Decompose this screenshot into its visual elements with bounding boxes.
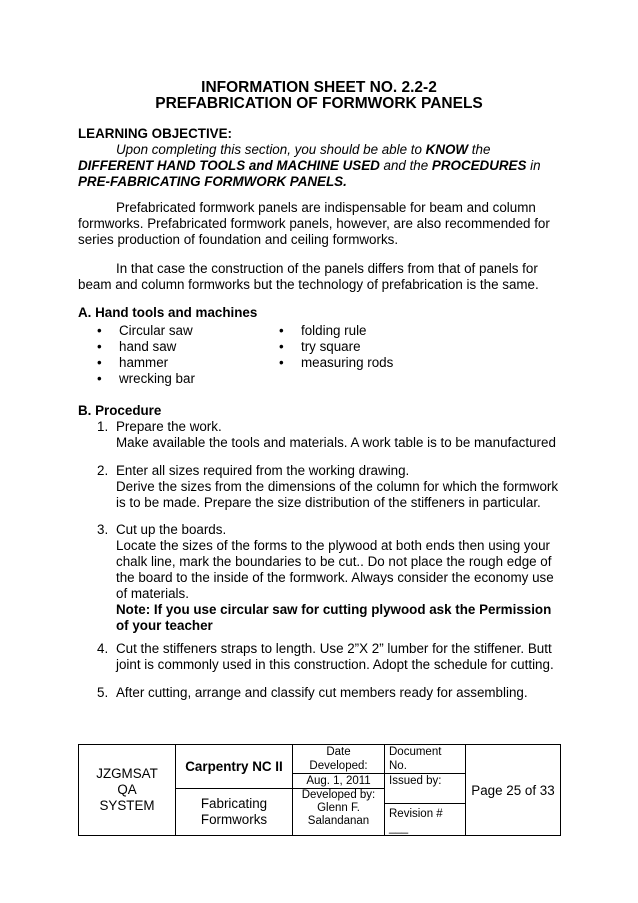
module-cell: Fabricating Formworks [176,789,293,836]
note-text: Note: If you use circular saw for cutting plywood ask the Permission of your teacher [116,602,552,633]
intro-paragraph-1: Prefabricated formwork panels are indispensable for beam and column formworks. Prefabricated formwork panels, however, are also recommended for series production of foundation and ceiling formworks. [78,200,550,247]
objective-heading: LEARNING OBJECTIVE: [78,126,233,141]
section-b-heading: B. Procedure [78,403,162,418]
date-value-cell: Aug. 1, 2011 [293,774,385,789]
issued-by-cell: Issued by: [385,774,466,804]
objective-text: Upon completing this section, you should be able to KNOW the DIFFERENT HAND TOOLS and MACHINE USED and the PROCEDURES in PRE-FABRICATING FORMWORK PANELS. [78,142,541,189]
doc-no-cell: Document No. [385,745,466,774]
procedure-step-1: 1. Prepare the work. Make available the tools and materials. A work table is to be manufactured [97,419,556,450]
list-item: • folding rule [279,323,367,338]
tools-list-col1 [97,323,195,387]
list-item: • hammer [97,355,169,370]
course-cell: Carpentry NC II [176,745,293,789]
section-a-heading: A. Hand tools and machines [78,305,258,320]
page-number-cell: Page 25 of 33 [466,745,561,836]
list-item: • wrecking bar [97,371,195,386]
tools-list-col2 [279,323,393,371]
list-item: • Circular saw [97,323,193,338]
sheet-subtitle: PREFABRICATION OF FORMWORK PANELS [155,95,483,112]
procedure-step-3: 3. Cut up the boards. Locate the sizes of the forms to the plywood at both ends then using your chalk line, mark the boundaries to be cut.. Do not place the rough edge of the board to the inside of the formwork. Always consider the economy use of materials. Note: If you use circular saw for cutting plywood ask the Permission of your teacher [97,522,567,634]
revision-cell: Revision # ___ [385,804,466,836]
list-item: • try square [279,339,361,354]
list-item: • hand saw [97,339,177,354]
date-label-cell: Date Developed: [293,745,385,774]
document-footer-table [78,744,561,836]
procedure-step-5: 5. After cutting, arrange and classify cut members ready for assembling. [97,685,528,700]
procedure-step-4: 4. Cut the stiffeners straps to length. Use 2”X 2” lumber for the stiffener. Butt joint is commonly used in this construction. Adopt the schedule for cutting. [97,641,554,672]
procedure-step-2: 2. Enter all sizes required from the working drawing. Derive the sizes from the dimensions of the column for which the formwork is to be made. Prepare the size distribution of the stiffeners in particular. [97,463,559,510]
intro-paragraph-2: In that case the construction of the panels differs from that of panels for beam and column formworks but the technology of prefabrication is the same. [78,261,539,292]
developer-cell: Developed by: Glenn F. Salandanan [293,789,385,836]
org-cell: JZGMSAT QA SYSTEM [79,745,176,836]
list-item: • measuring rods [279,355,394,370]
sheet-title: INFORMATION SHEET NO. 2.2-2 [201,79,437,96]
